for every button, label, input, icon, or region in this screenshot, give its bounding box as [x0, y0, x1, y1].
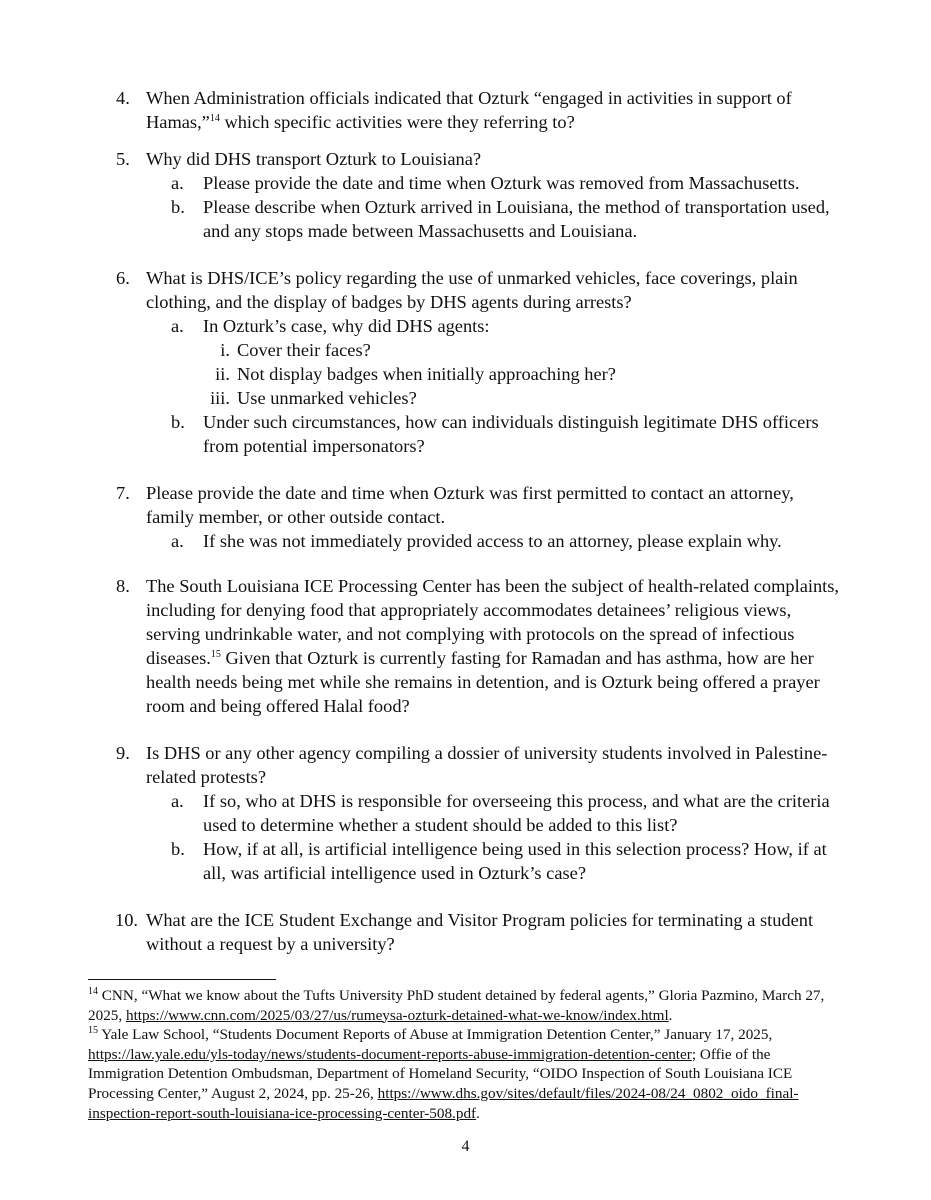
footnote-link[interactable]: https://law.yale.edu/yls-today/news/students-document-reports-abuse-immigration-detention-center — [88, 1045, 692, 1063]
footnote-number: 14 — [88, 985, 98, 997]
footnote-15: $^{15}$ Yale Law School, “Students Document Reports of Abuse at Immigration Detention Center,” January 17, 2025, https://law.yale.edu/yls-today/news/students-document-reports-abuse-immigration-detention-center; Offie of the Immigration Detention Ombudsman, Department of Homeland Security, “OIDO Inspection of South Louisiana ICE Processing Center,” August 2, 2024, pp. 25-26, https://www.dhs.gov/sites/default/files/2024-08/24_0802_oido_final-inspection-report-south-louisiana-ice-processing-center-508.pdf. — [88, 1025, 799, 1122]
roman-label: ii. — [215, 364, 230, 384]
sub-text: Under such circumstances, how can individuals distinguish legitimate DHS officers from potential impersonators? — [203, 412, 819, 456]
footnote-link[interactable]: https://www.cnn.com/2025/03/27/us/rumeysa-ozturk-detained-what-we-know/index.html — [125, 1006, 669, 1024]
question-text: Please provide the date and time when Ozturk was first permitted to contact an attorney, family member, or other outside contact. — [146, 483, 794, 527]
question-number: 9. — [116, 743, 130, 763]
sub-item — [171, 789, 846, 837]
sub-item — [171, 195, 846, 243]
question-number: 7. — [116, 483, 130, 503]
question-number: 5. — [116, 149, 130, 169]
question-text: When Administration officials indicated that Ozturk “engaged in activities in support of Hamas,”$^{14}$ which specific activities were they referring to? — [146, 88, 792, 132]
sub-label: b. — [171, 412, 185, 432]
page-number: 4 — [461, 1138, 470, 1155]
sub-item — [171, 837, 846, 885]
sub-text: In Ozturk’s case, why did DHS agents: — [203, 316, 490, 336]
footnote-14: $^{14}$ CNN, “What we know about the Tufts University PhD student detained by federal agents,” Gloria Pazmino, March 27, 2025, https://www.cnn.com/2025/03/27/us/rumeysa-ozturk-detained-what-we-know/index.html. — [88, 985, 825, 1024]
roman-text: Cover their faces? — [237, 340, 371, 360]
sub-label: b. — [171, 197, 185, 217]
question-number: 6. — [116, 268, 130, 288]
sub-text: If she was not immediately provided access to an attorney, please explain why. — [203, 531, 782, 551]
question-5 — [116, 147, 846, 243]
footnotes — [88, 986, 848, 1123]
sub-label: b. — [171, 839, 185, 859]
roman-label: iii. — [210, 388, 230, 408]
sub-label: a. — [171, 791, 184, 811]
sub-item — [171, 314, 846, 338]
question-4 — [116, 86, 846, 134]
question-8 — [116, 574, 846, 718]
roman-text: Use unmarked vehicles? — [237, 388, 417, 408]
question-9 — [116, 741, 846, 885]
sub-label: a. — [171, 316, 184, 336]
sub-item — [171, 171, 846, 195]
question-text: What is DHS/ICE’s policy regarding the use of unmarked vehicles, face coverings, plain clothing, and the display of badges by DHS agents during arrests? — [146, 268, 798, 312]
question-10 — [116, 908, 846, 956]
sub-text: Please provide the date and time when Ozturk was removed from Massachusetts. — [203, 173, 800, 193]
roman-label: i. — [220, 340, 230, 360]
question-number: 4. — [116, 88, 130, 108]
roman-item — [204, 338, 846, 362]
question-text: What are the ICE Student Exchange and Visitor Program policies for terminating a student without a request by a university? — [146, 910, 814, 954]
roman-item — [204, 386, 846, 410]
roman-item — [204, 362, 846, 386]
sub-label: a. — [171, 173, 184, 193]
sub-text: If so, who at DHS is responsible for overseeing this process, and what are the criteria used to determine whether a student should be added to this list? — [203, 791, 830, 835]
footnote-ref[interactable]: 15 — [210, 648, 221, 660]
question-7 — [116, 481, 846, 553]
question-number: 10. — [115, 910, 138, 930]
sub-item — [171, 529, 846, 553]
footnote-divider — [88, 979, 276, 980]
sub-label: a. — [171, 531, 184, 551]
sub-text: How, if at all, is artificial intelligence being used in this selection process? How, if at all, was artificial intelligence used in Ozturk’s case? — [203, 839, 827, 883]
footnote-ref[interactable]: 14 — [209, 112, 220, 124]
roman-text: Not display badges when initially approaching her? — [237, 364, 616, 384]
sub-text: Please describe when Ozturk arrived in Louisiana, the method of transportation used, and any stops made between Massachusetts and Louisiana. — [203, 197, 830, 241]
question-6 — [116, 266, 846, 458]
question-text: Is DHS or any other agency compiling a dossier of university students involved in Palestine-related protests? — [146, 743, 828, 787]
question-text: Why did DHS transport Ozturk to Louisiana? — [146, 149, 482, 169]
footnote-link[interactable]: https://www.dhs.gov/sites/default/files/2024-08/24_0802_oido_final-inspection-report-south-louisiana-ice-processing-center-508.pdf — [88, 1084, 799, 1122]
sub-item — [171, 410, 846, 458]
question-number: 8. — [116, 576, 130, 596]
footnote-number: 15 — [88, 1025, 98, 1037]
question-text: The South Louisiana ICE Processing Center has been the subject of health-related complaints, including for denying food that appropriately accommodates detainees’ religious views, serving undrinkable water, and not complying with protocols on the spread of infectious diseases.$^{15}$ Given that Ozturk is currently fasting for Ramadan and has asthma, how are her health needs being met while she remains in detention, and is Ozturk being offered a prayer room and being offered Halal food? — [146, 576, 840, 716]
